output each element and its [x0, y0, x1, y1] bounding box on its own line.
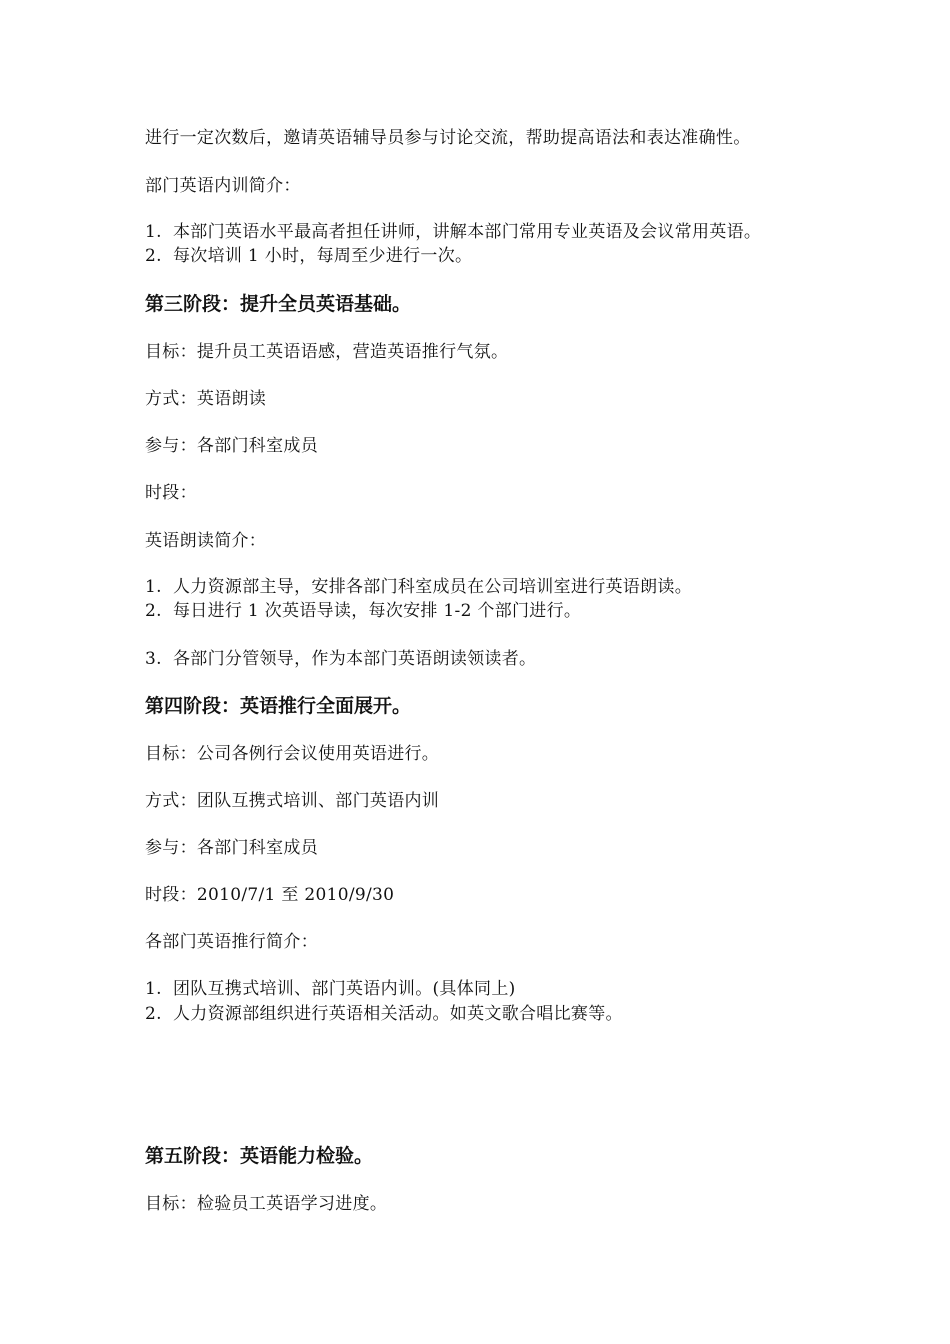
- intro-paragraph: 进行一定次数后，邀请英语辅导员参与讨论交流，帮助提高语法和表达准确性。: [145, 128, 751, 148]
- list-number: 2.: [145, 246, 162, 266]
- list-number: 1.: [145, 577, 162, 597]
- list-item: [145, 245, 472, 267]
- list-item: [145, 221, 761, 243]
- list-text: 各部门分管领导，作为本部门英语朗读领读者。: [173, 649, 537, 669]
- list-text: 团队互携式培训、部门英语内训。(具体同上): [173, 979, 516, 999]
- stage3-intro-title: 英语朗读简介：: [145, 531, 267, 551]
- stage3-period: 时段：: [145, 483, 197, 503]
- list-number: 1.: [145, 979, 162, 999]
- list-text: 人力资源部组织进行英语相关活动。如英文歌合唱比赛等。: [173, 1004, 623, 1024]
- list-text: 本部门英语水平最高者担任讲师，讲解本部门常用专业英语及会议常用英语。: [173, 222, 762, 242]
- list-text: 人力资源部主导，安排各部门科室成员在公司培训室进行英语朗读。: [173, 577, 692, 597]
- list-number: 2.: [145, 1004, 162, 1024]
- list-item: [145, 1003, 623, 1025]
- stage5-heading: 第五阶段：英语能力检验。: [145, 1145, 374, 1167]
- list-item: [145, 978, 516, 1000]
- stage4-method: 方式：团队互携式培训、部门英语内训: [145, 791, 440, 811]
- list-item: [145, 576, 692, 598]
- list-number: 1.: [145, 222, 162, 242]
- stage4-goal: 目标：公司各例行会议使用英语进行。: [145, 744, 440, 764]
- list-text: 每次培训 1 小时，每周至少进行一次。: [173, 246, 473, 266]
- list-text: 每日进行 1 次英语导读，每次安排 1-2 个部门进行。: [173, 601, 582, 621]
- stage3-method: 方式：英语朗读: [145, 389, 267, 409]
- list-item: [145, 648, 536, 670]
- stage5-goal: 目标：检验员工英语学习进度。: [145, 1194, 388, 1214]
- stage4-period: 时段：2010/7/1 至 2010/9/30: [145, 885, 395, 905]
- dept-training-title: 部门英语内训简介：: [145, 176, 301, 196]
- stage3-heading: 第三阶段：提升全员英语基础。: [145, 293, 412, 315]
- list-number: 3.: [145, 649, 162, 669]
- stage4-intro-title: 各部门英语推行简介：: [145, 932, 318, 952]
- list-number: 2.: [145, 601, 162, 621]
- list-item: [145, 600, 581, 622]
- stage3-goal: 目标：提升员工英语语感，营造英语推行气氛。: [145, 342, 509, 362]
- stage4-heading: 第四阶段：英语推行全面展开。: [145, 695, 412, 717]
- stage3-participants: 参与：各部门科室成员: [145, 436, 318, 456]
- stage4-participants: 参与：各部门科室成员: [145, 838, 318, 858]
